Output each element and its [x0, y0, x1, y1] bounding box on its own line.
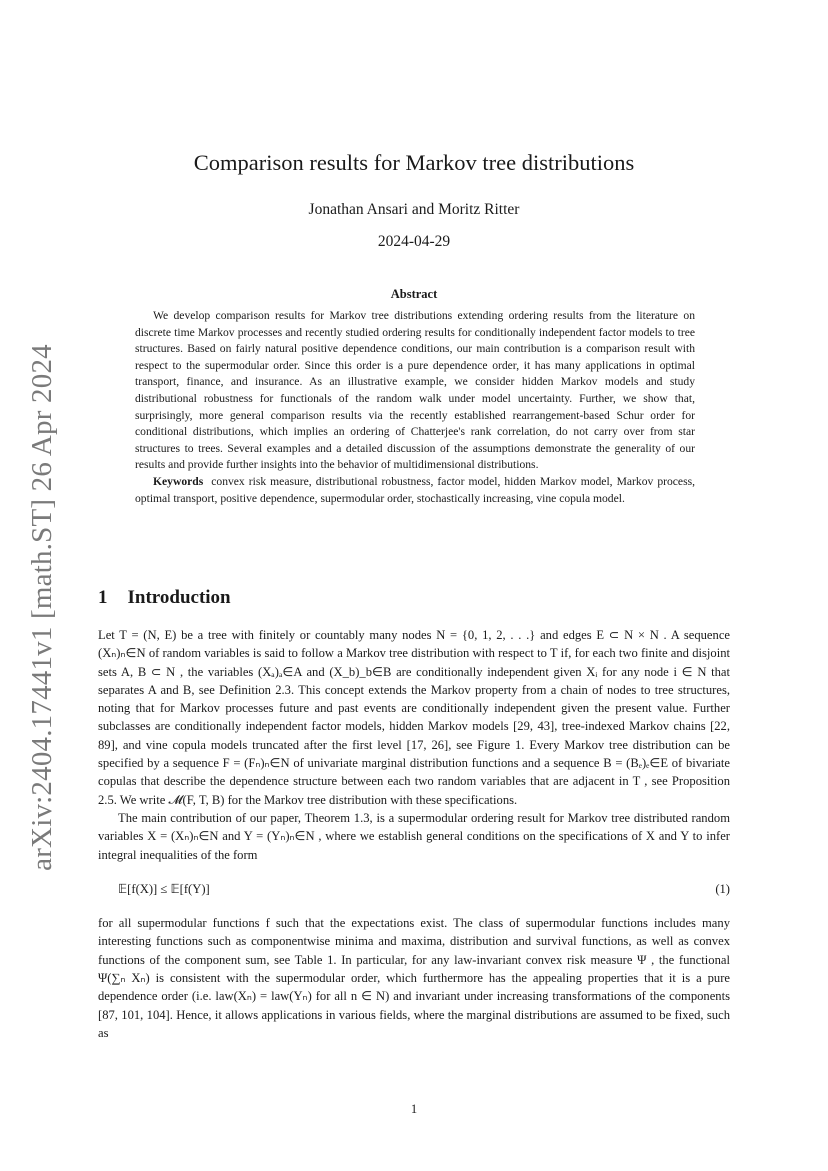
equation-formula: 𝔼[f(X)] ≤ 𝔼[f(Y)] — [118, 881, 210, 896]
section-title: Introduction — [127, 587, 231, 608]
arxiv-side-stamp — [20, 343, 64, 871]
keywords-label: Keywords — [153, 474, 204, 488]
body-paragraph-2: The main contribution of our paper, Theorem 1.3, is a supermodular ordering result for Markov tree distributed random variables X = (Xₙ)ₙ∈N and Y = (Yₙ)ₙ∈N , where we establish general conditions on the specifications of X and Y to infer integral inequalities of the form — [98, 810, 730, 862]
paper-title: Comparison results for Markov tree distributions — [193, 150, 635, 175]
equation-1 — [98, 880, 730, 898]
keywords-text: convex risk measure, distributional robustness, factor model, hidden Markov model, Markov process, optimal transport, positive dependence, supermodular order, stochastically increasing, vine copula model. — [135, 474, 695, 505]
body-paragraph-3: for all supermodular functions f such that the expectations exist. The class of supermodular functions includes many interesting functions such as componentwise minima and maxima, distribution and survival functions, as well as convex functions of the component sum, see Table 1. In particular, for any law-invariant convex risk measure Ψ , the functional Ψ(∑ₙ Xₙ) is consistent with the supermodular order, which furthermore has the appealing properties that it is a pure dependence order (i.e. law(Xₙ) = law(Yₙ) for all n ∈ N) and invariant under increasing transformations of the components [87, 101, 104]. Hence, it allows applications in various fields, where the marginal distributions are assumed to be fixed, such as — [98, 916, 730, 1040]
section-number: 1 — [98, 587, 108, 608]
abstract-heading: Abstract — [390, 287, 438, 301]
keywords-line — [135, 474, 695, 507]
abstract-block — [135, 308, 695, 507]
section-heading — [98, 587, 231, 609]
paper-authors: Jonathan Ansari and Moritz Ritter — [308, 201, 520, 218]
body-paragraph-1: Let T = (N, E) be a tree with finitely or countably many nodes N = {0, 1, 2, . . .} and edges E ⊂ N × N . A sequence (Xₙ)ₙ∈N of random variables is said to follow a Markov tree distribution with respect to T if, for each two finite and disjoint sets A, B ⊂ N , the variables (Xₐ)ₐ∈A and (X_b)_b∈B are conditionally independent given Xᵢ for any node i ∈ N that separates A and B, see Definition 2.3. This concept extends the Markov property from a chain of nodes to tree structures, noting that for Markov processes future and past events are conditionally independent given the present value. Further subclasses are conditionally independent factor models, hidden Markov models [29, 43], tree-indexed Markov chains [22, 89], and vine copula models truncated after the first level [17, 26], see Figure 1. Every Markov tree distribution can be specified by a sequence F = (Fₙ)ₙ∈N of univariate marginal distribution functions and a sequence B = (Bₑ)ₑ∈E of bivariate copulas that describe the dependence structure between each two random variables that are adjacent in T , see Proposition 2.5. We write 𝓜(F, T, B) for the Markov tree distribution with these specifications. — [98, 628, 730, 807]
section-body — [98, 626, 730, 1042]
paper-date: 2024-04-29 — [377, 233, 451, 250]
arxiv-identifier: arXiv:2404.17441v1 [math.ST] 26 Apr 2024 — [25, 343, 58, 871]
abstract-text: We develop comparison results for Markov tree distributions extending ordering results from the literature on discrete time Markov processes and recently studied ordering results for conditionally independent factor models to tree structures. Based on fairly natural positive dependence conditions, our main contribution is a comparison result with respect to the supermodular order. Since this order is a pure dependence order, it has many applications in optimal transport, finance, and insurance. As an illustrative example, we consider hidden Markov models and study distributional robustness for functionals of the random walk under model uncertainty. Further, we show that, surprisingly, more general comparison results via the recently established rearrangement-based Schur order for conditional distributions, which implies an ordering of Chatterjee's rank correlation, do not carry over from star structures to trees. Several examples and a detailed discussion of the assumptions demonstrate the generality of our results and provide further insights into the behavior of multidimensional distributions. — [135, 309, 695, 472]
page-number: 1 — [410, 1102, 418, 1116]
equation-number: (1) — [715, 881, 730, 896]
